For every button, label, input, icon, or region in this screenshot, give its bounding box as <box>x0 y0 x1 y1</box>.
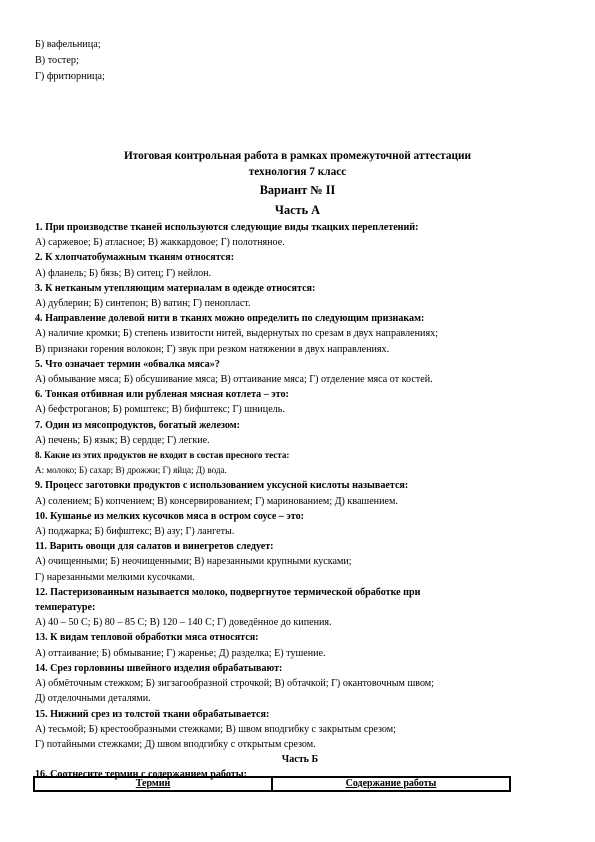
question-text: 7. Один из мясопродуктов, богатый железом: <box>35 419 241 431</box>
answer-options: А) печень; Б) язык; В) сердце; Г) легкие. <box>35 434 210 446</box>
question-text: 4. Направление долевой нити в тканях можно определить по следующим признакам: <box>35 313 425 325</box>
question-list <box>35 220 565 783</box>
variant-heading: Вариант № II <box>259 183 336 197</box>
answer-options: А) солением; Б) копчением; В) консервированием; Г) маринованием; Д) квашением. <box>35 495 398 507</box>
question-text: 15. Нижний срез из толстой ткани обрабатывается: <box>35 708 270 720</box>
answer-options: А) дублерин; Б) синтепон; В) ватин; Г) пенопласт. <box>35 298 251 310</box>
prev-option: В) тостер; <box>35 55 79 66</box>
previous-question-options <box>35 37 105 85</box>
question-text: 16. Соотнесите термин с содержанием работы: <box>35 769 247 781</box>
question-text: 3. К нетканым утепляющим материалам в одежде относятся: <box>35 282 316 294</box>
answer-options: А) обмывание мяса; Б) обсушивание мяса; В) оттаивание мяса; Г) отделение мяса от костей. <box>35 374 433 386</box>
answer-options: А) 40 – 50 С; Б) 80 – 85 С; В) 120 – 140 С; Г) доведённое до кипения. <box>35 617 332 629</box>
question-text: 11. Варить овощи для салатов и винегретов следует: <box>35 541 274 553</box>
answer-options: А) поджарка; Б) бифштекс; В) азу; Г) лангеты. <box>35 526 235 538</box>
prev-option: Г) фритюрница; <box>35 71 105 82</box>
answer-options: В) признаки горения волокон; Г) звук при резком натяжении в двух направлениях. <box>35 343 390 355</box>
answer-options: А) тесьмой; Б) крестообразными стежками; В) швом вподгибку с закрытым срезом; <box>35 723 396 735</box>
table-header-row <box>34 777 510 791</box>
question-text: 1. При производстве тканей используются следующие виды ткацких переплетений: <box>35 222 419 233</box>
answer-options: Д) отделочными деталями. <box>35 693 151 705</box>
doc-subtitle: технология 7 класс <box>248 166 347 178</box>
answer-options: А) обмёточным стежком; Б) зигзагообразной строчкой; В) обтачкой; Г) окантовочным швом; <box>35 678 434 690</box>
question-text: 13. К видам тепловой обработки мяса относятся: <box>35 632 259 644</box>
question-text: 2. К хлопчатобумажным тканям относятся: <box>35 252 235 264</box>
table-header-term: Термин <box>34 777 272 791</box>
question-text: 14. Срез горловины швейного изделия обрабатывают: <box>35 662 283 674</box>
answer-options: А) саржевое; Б) атласное; В) жаккардовое; Г) полотняное. <box>35 237 285 249</box>
table-header-content: Содержание работы <box>272 777 510 791</box>
matching-table <box>33 776 511 792</box>
question-text: 12. Пастеризованным называется молоко, подвергнутое термической обработке при <box>35 586 421 598</box>
question-text: 5. Что означает термин «обвалка мяса»? <box>35 358 220 370</box>
prev-option: Б) вафельница; <box>35 39 101 50</box>
answer-options: А) оттаивание; Б) обмывание; Г) жаренье; Д) разделка; Е) тушение. <box>35 647 326 659</box>
question-text: 8. Какие из этих продуктов не входят в состав пресного теста: <box>35 450 290 461</box>
answer-options: А) наличие кромки; Б) степень извитости нитей, выдернутых по срезам в двух направлениях; <box>35 328 438 340</box>
doc-title: Итоговая контрольная работа в рамках промежуточной аттестации <box>123 150 472 162</box>
answer-options: Г) нарезанными мелкими кусочками. <box>35 571 195 583</box>
question-text: 6. Тонкая отбивная или рубленая мясная котлета – это: <box>35 389 289 401</box>
answer-options: А) фланель; Б) бязь; В) ситец; Г) нейлон. <box>35 267 212 279</box>
question-text: 9. Процесс заготовки продуктов с использованием уксусной кислоты называется: <box>35 480 409 492</box>
answer-options: А) бефстроганов; Б) ромштекс; В) бифштекс; Г) шницель. <box>35 404 285 416</box>
part-b-heading: Часть Б <box>281 754 319 766</box>
answer-options: А) очищенными; Б) неочищенными; В) нарезанными крупными кусками; <box>35 556 352 568</box>
part-a-heading: Часть А <box>274 203 321 217</box>
answer-options: А: молоко; Б) сахар; В) дрожжи; Г) яйца; Д) вода. <box>35 465 227 476</box>
question-text: 10. Кушанье из мелких кусочков мяса в остром соусе – это: <box>35 510 305 522</box>
question-text: температуре: <box>35 602 96 614</box>
answer-options: Г) потайными стежками; Д) швом вподгибку с открытым срезом. <box>35 738 316 750</box>
